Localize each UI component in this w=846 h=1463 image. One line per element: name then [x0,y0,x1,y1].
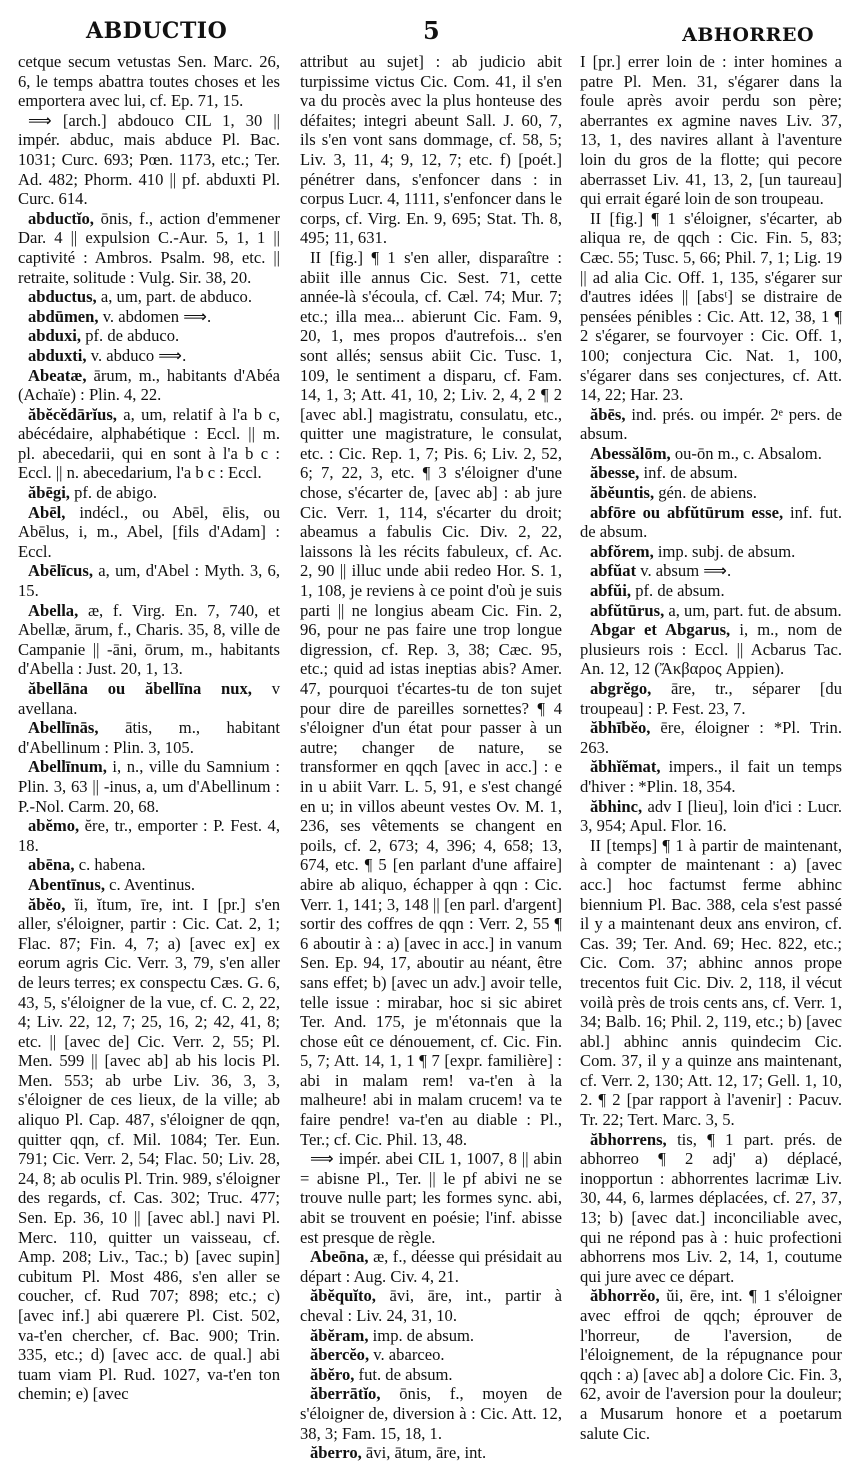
dictionary-entry [580,1286,842,1443]
entry-headword: abduxi, [28,326,82,346]
entry-headword: abfŏrem, [590,541,654,561]
entry-headword: Abgar et Abgarus, [590,620,731,640]
entry-headword: Abentīnus, [28,874,106,894]
entry-text: a, um, d'Abel : Myth. 3, 6, 15. [18,561,280,601]
dictionary-entry [18,895,280,1404]
dictionary-entry [580,463,842,483]
entry-text: inf. de absum. [639,463,738,483]
entry-headword: ăbĕquĭto, [310,1286,376,1306]
dictionary-entry [580,542,842,562]
column-1 [18,52,280,1404]
entry-headword: ăbĕram, [310,1325,369,1345]
dictionary-entry [580,581,842,601]
entry-headword: abduxti, [28,345,87,365]
entry-text: imp. de absum. [368,1325,475,1345]
entry-text: ĕre, tr., emporter : P. Fest. 4, 18. [18,816,280,855]
entry-headword: Abeatæ, [28,365,87,385]
entry-text: v avellana. [18,679,280,718]
dictionary-entry [18,307,280,327]
entry-headword: Abēl, [28,502,66,522]
entry-headword: ăbēgi, [28,483,70,503]
entry-text: tis, ¶ 1 part. prés. de abhorreo ¶ 2 adj' a) déplacé, inopportun : abhorrentes lacrimæ Liv. 30, 44, 6, larmes déplacées, cf. 27, 37, 13; b) [avec dat.] inconciliable avec, qui ne répond pas à : huic profectioni abhorrens mos Liv. 2, 14, 1, coutume qui jure avec ce départ. [580,1129,842,1286]
entry-text: cetque secum vetustas Sen. Marc. 26, 6, le temps abattra toutes choses et les emportera avec lui, cf. Ep. 71, 15. [18,52,280,111]
entry-text: v. abdomen ⟹. [98,306,212,326]
dictionary-entry [580,52,842,209]
dictionary-entry [18,679,280,718]
entry-headword: abdūmen, [28,306,99,326]
dictionary-entry [18,875,280,895]
dictionary-entry [300,1326,562,1346]
dictionary-entry [300,1149,562,1247]
columns [18,52,842,1463]
entry-text: imp. subj. de absum. [653,541,796,561]
dictionary-entry [300,1384,562,1443]
dictionary-entry [300,1443,562,1463]
entry-text: II [temps] ¶ 1 à partir de maintenant, à compter de maintenant : a) [avec acc.] hoc factumst ferme abhinc biennium Pl. Bac. 388, cela s'est passé il y a maintenant deux ans environ, cf. Cas. 39; Ter. And. 69; Hec. 822, etc.; Cic. Com. 37; abhinc annos prope trecentos fuit Cic. Div. 2, 118, il vécut voilà près de trois cents ans, cf. Verr. 1, 34; Balb. 16; Phil. 2, 119, etc.; b) [avec abl.] abhinc annis quindecim Cic. Com. 37, il y a quinze ans maintenant, cf. Verr. 2, 130; Att. 12, 17; Gell. 1, 10, 2. ¶ 2 [par rapport à l'avenir] : Pacuv. Tr. 22; Tert. Marc. 3, 5. [580,835,842,1130]
dictionary-entry [300,52,562,248]
entry-text: āvi, ātum, āre, int. [361,1443,487,1463]
entry-text: ou-ōn m., c. Absalom. [670,443,822,463]
dictionary-entry [18,757,280,816]
dictionary-entry [580,757,842,796]
entry-text: v. abduco ⟹. [86,345,187,365]
entry-headword: Abēlīcus, [28,561,93,581]
entry-headword: ăberro, [310,1443,362,1463]
entry-headword: Abellīnum, [28,757,107,777]
dictionary-entry [300,1365,562,1385]
dictionary-entry [18,718,280,757]
entry-text: ātis, m., habitant d'Abellinum : Plin. 3, 105. [18,718,280,757]
entry-text: ⟹ impér. abei CIL 1, 1007, 8 || abin = abisne Pl., Ter. || le pf abivi ne se trouve nulle part; les formes sync. abi, abit se trouvent en poésie; l'inf. abisse est presque de règle. [300,1149,562,1247]
dictionary-entry [18,326,280,346]
entry-headword: abĕmo, [28,816,80,836]
dictionary-entry [18,816,280,855]
entry-text: impers., il fait un temps d'hiver : *Plin. 18, 354. [580,757,842,796]
dictionary-entry [580,836,842,1130]
entry-text: v. abarceo. [369,1345,445,1365]
dictionary-entry [580,209,842,405]
header-left-guideword: ABDUCTIO [86,18,228,44]
entry-headword: Abella, [28,600,79,620]
column-3 [580,52,842,1443]
entry-headword: ăbĕuntis, [590,483,655,503]
entry-text: indécl., ou Abēl, ēlis, ou Abēlus, i, m., Abel, [fils d'Adam] : Eccl. [18,502,280,561]
entry-text: pf. de abigo. [69,483,158,503]
entry-text: pf. de absum. [631,581,725,601]
dictionary-entry [18,405,280,483]
entry-headword: ăbĕro, [310,1364,355,1384]
entry-headword: abfŭat [590,561,637,581]
entry-headword: abēna, [28,855,75,875]
dictionary-entry [18,855,280,875]
entry-text: inf. fut. de absum. [580,502,842,542]
dictionary-entry [18,346,280,366]
dictionary-entry [580,679,842,718]
entry-headword: ăbesse, [590,463,640,483]
header-right-guideword: ABHORREO [682,24,814,46]
dictionary-entry [18,111,280,209]
entry-headword: ăbellāna ou ăbellīna nux, [28,679,252,698]
dictionary-entry [580,620,842,679]
entry-text: ĭi, ĭtum, īre, int. I [pr.] s'en aller, s'éloigner, partir : Cic. Cat. 2, 1; Flac. 87; Fin. 4, 7; a) [avec ex] ex eorum agris Cic. Verr. 3, 79, s'en aller de leurs terres; ex conspectu Cæs. G. 6, 43, 5, s'éloigner de la vue, cf. C. 2, 22, 4; Liv. 22, 12, 7; 25, 16, 2; 42, 41, 8; etc. || [avec de] Cic. Verr. 2, 55; Pl. Men. 599 || [avec ab] ab his locis Pl. Men. 553; ab urbe Liv. 36, 3, 3, s'éloigner de ces lieux, de la ville; ab aliquo Pl. Cap. 487, s'éloigner de qqn, quitter qqn, cf. Mil. 1084; Ter. Eun. 791; Cic. Verr. 2, 54; Flac. 50; Liv. 28, 24, 8; ab oculis Pl. Trin. 989, s'éloigner des regards, cf. Cas. 302; Truc. 477; Sen. Ep. 36, 10 || [avec abl.] navi Pl. Merc. 110, quitter un vaisseau, cf. Amp. 208; Liv., Tac.; b) [avec supin] cubitum Pl. Most 486, s'en aller se coucher, cf. Rud 707; 898; etc.; c) [avec inf.] abi quærere Pl. Cist. 502, va-t'en chercher, cf. Bac. 900; Trin. 335, etc.; d) [avec acc. de qual.] abi tuam viam Pl. Rud. 1027, va-t'en ton chemin; e) [avec [18,894,280,1404]
entry-headword: ăbhinc, [590,796,643,816]
entry-text: æ, f. Virg. En. 7, 740, et Abellæ, ārum, f., Charis. 35, 8, ville de Campanie || -āni, ōrum, m., habitants d'Abella : Just. 20, 1, 13. [18,600,280,679]
dictionary-entry [300,248,562,1149]
entry-headword: ăbhorrĕo, [590,1286,660,1306]
entry-text: ēre, éloigner : *Pl. Trin. 263. [580,718,842,757]
dictionary-entry [300,1247,562,1286]
dictionary-entry [18,503,280,562]
dictionary-entry [580,601,842,621]
entry-text: c. Aventinus. [105,874,196,894]
entry-text: æ, f., déesse qui présidait au départ : Aug. Civ. 4, 21. [300,1247,562,1286]
entry-headword: ăbercĕo, [310,1345,370,1365]
entry-headword: abfōre ou abfŭtūrum esse, [590,502,784,522]
dictionary-entry [580,797,842,836]
entry-text: i, n., ville du Samnium : Plin. 3, 63 || -inus, a, um d'Abellinum : P.-Nol. Carm. 20, 68. [18,757,280,816]
page-header [18,10,834,50]
entry-text: ind. prés. ou impér. 2ᵉ pers. de absum. [580,404,842,444]
entry-text: i, m., nom de plusieurs rois : Eccl. || Acbarus Tac. An. 12, 12 (Ἄκβαρος Appien). [580,620,842,679]
entry-text: gén. de abiens. [654,483,757,503]
entry-headword: Abessălōm, [590,443,671,463]
entry-text: I [pr.] errer loin de : inter homines a patre Pl. Men. 31, s'égarer dans la foule après avoir perdu son père; aberrantes ex agmine naves Liv. 37, 13, 1, des navires allant à l'aventure loin du gros de la flotte; qui pecore aberrasset Liv. 41, 13, 2, [un taureau] qui errait égaré loin de son troupeau. [580,52,842,209]
entry-text: ŭi, ēre, int. ¶ 1 s'éloigner avec effroi de qqch; éprouver de l'horreur, de l'aversion, de l'éloignement, de la répugnance pour qqch : a) [avec ab] a dolore Cic. Fin. 3, 62, avoir de l'aversion pour la douleur; a Musarum honore et a poetarum salute Cic. [580,1286,842,1443]
dictionary-entry [580,718,842,757]
entry-text: II [fig.] ¶ 1 s'en aller, disparaître : abiit ille annus Cic. Sest. 71, cette année-là s'écoula, cf. Cæl. 74; Mur. 7; etc.; illa mea... abierunt Cic. Fam. 9, 20, 1, mes propos d'autrefois... s'en sont allés; sensus abiit Cic. Tusc. 1, 109, le sentiment a disparu, cf. Fam. 14, 1, 3; Att. 41, 10, 2; Liv. 2, 4, 2 ¶ 2 [avec abl.] magistratu, consulatu, etc., quitter une magistrature, le consulat, etc. : Cic. Rep. 1, 7; Pis. 6; Liv. 2, 52, 6; 7, 22, 3, etc. ¶ 3 s'éloigner d'une chose, s'écarter de, [avec ab] : ab jure Cic. Verr. 1, 114, s'écarter du droit; abeamus a fabulis Cic. Div. 2, 22, laissons là les récits fabuleux, cf. Ac. 2, 90 || illuc unde abii redeo Hor. S. 1, 1, 108, je reviens à ce point d'où je suis parti || ne longius abeam Cic. Fin. 2, 96, pour ne pas faire une trop longue digression, cf. Rep. 3, 38; Cæc. 95, etc.; quid ad istas ineptias abis? Amer. 47, pourquoi t'écartes-tu de ton sujet pour dire de pareilles sornettes? ¶ 4 s'éloigner d'un état pour passer à un autre; changer de nature, se transformer en qqch [avec in acc.] : e in u abiit Varr. L. 5, 91, e s'est changé en u; in villos abeunt vestes Ov. M. 1, 236, ses vêtements se changent en poils, cf. 2, 673; 4, 396; 4, 658; 13, 674, etc. ¶ 5 [en parlant d'une affaire] abire ab aliquo, échapper à qqn : Cic. Verr. 1, 141; 3, 148 || [en parl. d'argent] sortir des coffres de qqn : Verr. 2, 55 ¶ 6 aboutir à : a) [avec in acc.] in vanum Sen. Ep. 94, 17, aboutir au néant, être sans effet; b) [avec un adv.] avoir telle, telle issue : mirabar, hoc si sic abiret Ter. And. 175, je m'étonnais que la chose eût ce dénouement, cf. Cic. Fin. 5, 7; Att. 14, 1, 1 ¶ 7 [expr. familière] : abi in malam rem! va-t'en à la malheure! abi in malam crucem! va te faire pendre! va-t'en au diable : Pl., Ter.; cf. Cic. Phil. 13, 48. [300,247,562,1149]
entry-headword: ăbĕcĕdārĭus, [28,404,117,424]
entry-text: a, um, part. fut. de absum. [664,600,842,620]
entry-text: āvi, āre, int., partir à cheval : Liv. 24, 31, 10. [300,1286,562,1325]
entry-headword: abgrĕgo, [590,679,652,698]
entry-text: ōnis, f., action d'emmener Dar. 4 || expulsion C.-Aur. 5, 1, 1 || captivité : Ambros. Psalm. 98, etc. || retraite, solitude : Vulg. Sir. 38, 20. [18,208,280,287]
entry-text: ōnis, f., moyen de s'éloigner de, diversion à : Cic. Att. 12, 38, 3; Fam. 15, 18, 1. [300,1384,562,1443]
dictionary-entry [300,1286,562,1325]
entry-text: v. absum ⟹. [636,561,732,581]
entry-text: fut. de absum. [354,1364,453,1384]
dictionary-entry [580,1130,842,1287]
entry-text: c. habena. [74,855,146,875]
entry-text: ⟹ [arch.] abdouco CIL 1, 30 || impér. abduc, mais abduce Pl. Bac. 1031; Curc. 693; Pœn. 1173, etc.; Ter. Ad. 482; Phorm. 410 || pf. abduxti Pl. Curc. 614. [18,110,280,209]
entry-text: a, um, part. de abduco. [96,287,253,307]
dictionary-entry [580,444,842,464]
dictionary-entry [18,52,280,111]
dictionary-entry [18,561,280,600]
dictionary-entry [18,209,280,287]
entry-headword: ăbhĭĕmat, [590,757,661,777]
entry-headword: ăbēs, [590,404,626,424]
page-number: 5 [423,16,441,45]
entry-text: attribut au sujet] : ab judicio abit turpissime victus Cic. Com. 41, il s'en va du procès avec la plus honteuse des défaites; integri abeunt Sall. J. 60, 7, ils s'en vont sans dommage, cf. 58, 5; Liv. 3, 11, 4; 9, 12, 7; etc. f) [poét.] pénétrer dans, s'enfoncer dans : in corpus Lucr. 4, 1111, s'enfoncer dans le corps, cf. Virg. En. 9, 695; Stat. Th. 8, 495; 11, 631. [300,52,562,248]
dictionary-entry [300,1345,562,1365]
dictionary-entry [580,405,842,444]
entry-headword: abfŭtūrus, [590,600,665,620]
entry-text: II [fig.] ¶ 1 s'éloigner, s'écarter, ab aliqua re, de qqch : Cic. Fin. 5, 83; Cæc. 55; Tusc. 5, 66; Phil. 7, 1; Lig. 19 || ad alia Cic. Off. 1, 135, s'égarer sur d'autres idées || [absᵗ] se distraire de pensées pénibles : Cic. Att. 12, 38, 1 ¶ 2 s'égarer, se fourvoyer : Cic. Off. 1, 100; conjectura Cic. Nat. 1, 100, s'égarer dans ses conjectures, cf. Att. 14, 22; Har. 23. [580,208,842,405]
entry-headword: abductus, [28,287,97,307]
entry-headword: ăbhorrens, [590,1129,667,1149]
entry-headword: ăbhībĕo, [590,718,651,738]
dictionary-entry [580,483,842,503]
dictionary-entry [580,561,842,581]
entry-headword: ăberrātĭo, [310,1384,381,1404]
entry-text: ārum, m., habitants d'Abéa (Achaïe) : Plin. 4, 22. [18,365,280,405]
entry-text: āre, tr., séparer [du troupeau] : P. Fest. 23, 7. [580,679,842,718]
entry-text: adv I [lieu], loin d'ici : Lucr. 3, 954; Apul. Flor. 16. [580,796,842,836]
dictionary-entry [18,601,280,679]
entry-headword: Abellīnās, [28,718,99,738]
entry-text: pf. de abduco. [81,326,180,346]
entry-headword: Abeōna, [310,1247,369,1267]
column-2 [300,52,562,1463]
entry-headword: abductĭo, [28,208,94,228]
dictionary-entry [18,366,280,405]
entry-headword: ăbĕo, [28,894,66,914]
dictionary-entry [18,483,280,503]
dictionary-entry [18,287,280,307]
entry-headword: abfŭi, [590,581,632,601]
dictionary-entry [580,503,842,542]
entry-text: a, um, relatif à l'a b c, abécédaire, alphabétique : Eccl. || m. pl. abecedarii, qui en sont à l'a b c : Eccl. || n. abecedarium, l'a b c : Eccl. [18,404,280,483]
